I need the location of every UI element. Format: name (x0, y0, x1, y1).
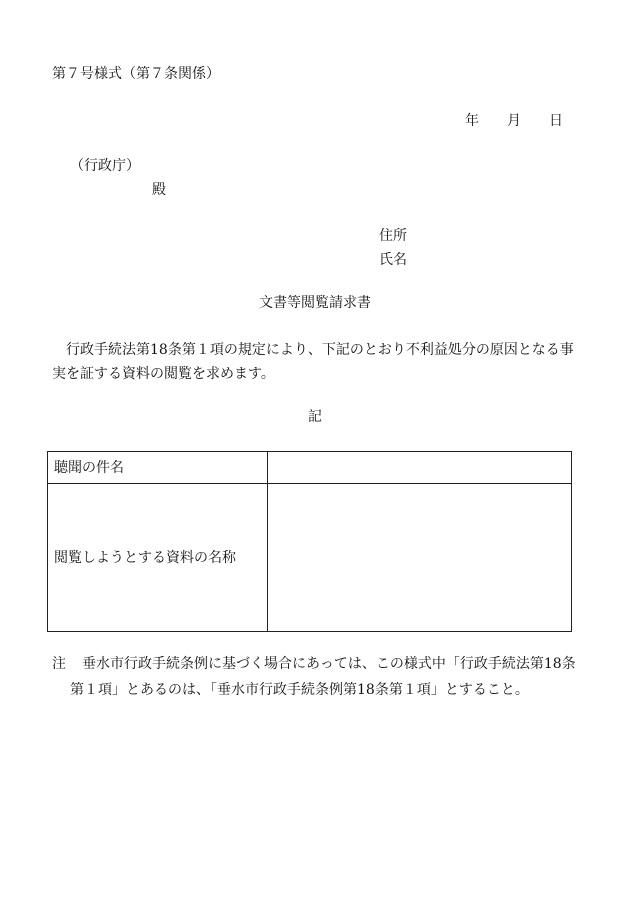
ki-heading: 記 (308, 409, 322, 425)
request-table (47, 451, 572, 632)
note-line-1 (52, 657, 576, 671)
material-name-field[interactable] (268, 484, 572, 632)
body-text-line-2: 実を証する資料の閲覧を求めます。 (52, 366, 275, 382)
table-row (48, 452, 572, 484)
applicant-address-label: 住所 (379, 228, 407, 244)
table-row (48, 484, 572, 632)
material-name-label: 閲覧しようとする資料の名称 (48, 484, 268, 632)
hearing-subject-label: 聴聞の件名 (48, 452, 268, 484)
note-line-2: 第１項」とあるのは、「垂水市行政手続条例第18条第１項」とすること。 (70, 682, 529, 698)
applicant-name-label: 氏名 (379, 252, 407, 268)
body-text-line-1: 行政手続法第18条第１項の規定により、下記のとおり不利益処分の原因となる事 (52, 342, 574, 358)
date-day-label: 日 (549, 113, 563, 129)
document-title: 文書等閲覧請求書 (259, 295, 371, 311)
note-text-1: 垂水市行政手続条例に基づく場合にあっては、この様式中「行政手続法第18条 (82, 656, 576, 672)
date-year-label: 年 (465, 113, 479, 129)
form-number: 第７号様式（第７条関係） (52, 66, 220, 82)
date-month-label: 月 (507, 113, 521, 129)
hearing-subject-field[interactable] (268, 452, 572, 484)
addressee-agency: （行政庁） (70, 158, 140, 174)
note-prefix: 注 (52, 656, 66, 672)
addressee-honorific: 殿 (152, 182, 166, 198)
